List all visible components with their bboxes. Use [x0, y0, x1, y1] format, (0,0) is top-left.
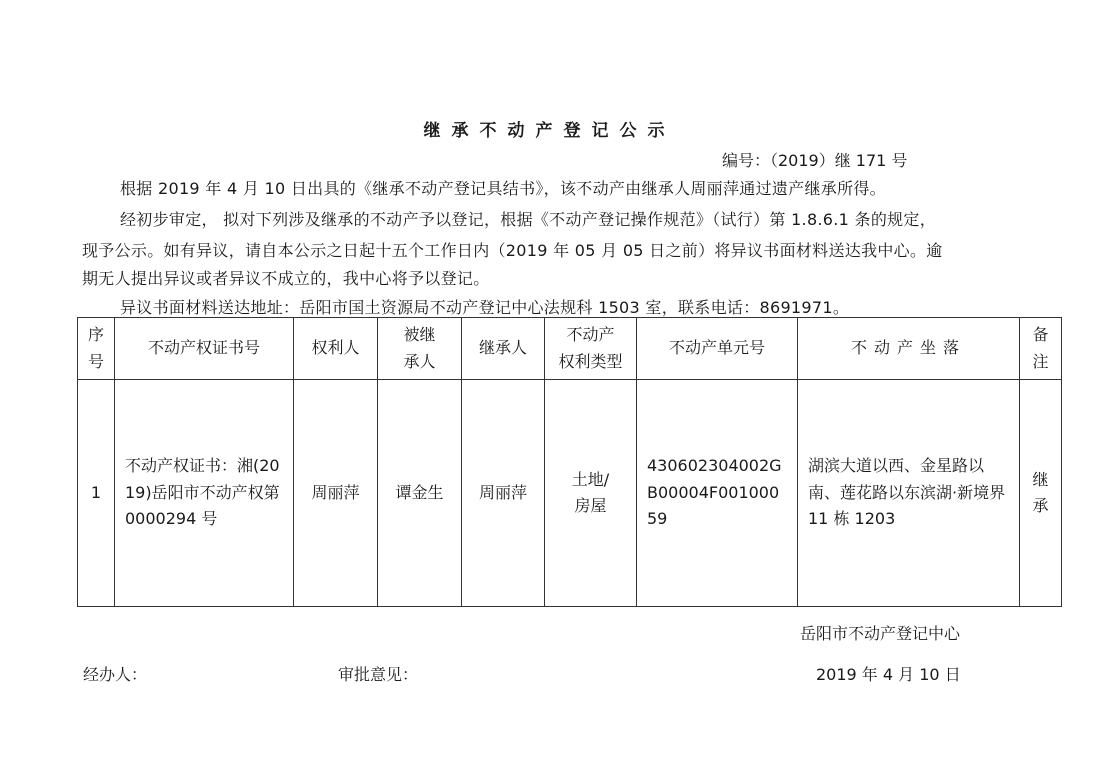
header-cert-no: 不动产权证书号 [115, 318, 294, 380]
header-decedent: 被继 承人 [378, 318, 462, 380]
header-remark: 备 注 [1020, 318, 1062, 380]
paragraph-objection-address: 异议书面材料送达地址：岳阳市国土资源局不动产登记中心法规科 1503 室，联系电话：8691971。 [120, 298, 850, 317]
cell-decedent: 谭金生 [378, 380, 462, 607]
approval-label: 审批意见： [338, 665, 419, 684]
cell-rights-holder: 周丽萍 [294, 380, 378, 607]
header-location: 不动产坐落 [798, 318, 1020, 380]
paragraph-review-line-3: 期无人提出异议或者异议不成立的，我中心将予以登记。 [82, 269, 490, 288]
paragraph-review-line-2: 现予公示。如有异议，请自本公示之日起十五个工作日内（2019 年 05 月 05 日之前）将异议书面材料送达我中心。逾 [82, 241, 943, 260]
header-unit-no: 不动产单元号 [637, 318, 798, 380]
cell-seq: 1 [78, 380, 115, 607]
paragraph-inheritance-basis: 根据 2019 年 4 月 10 日出具的《继承不动产登记具结书》，该不动产由继承人周丽萍通过遗产继承所得。 [120, 179, 886, 198]
header-heir: 继承人 [462, 318, 545, 380]
cell-cert-no: 不动产权证书：湘(2019)岳阳市不动产权第 0000294 号 [115, 380, 294, 607]
header-rights-holder: 权利人 [294, 318, 378, 380]
cell-unit-no: 430602304002GB00004F00100059 [637, 380, 798, 607]
table-header-row [78, 318, 1062, 380]
issue-date: 2019 年 4 月 10 日 [816, 665, 961, 684]
cell-right-type: 土地/ 房屋 [545, 380, 637, 607]
cell-remark: 继 承 [1020, 380, 1062, 607]
document-number: 编号：（2019）继 171 号 [722, 151, 908, 170]
cell-location: 湖滨大道以西、金星路以南、莲花路以东滨湖·新境界 11 栋 1203 [798, 380, 1020, 607]
handler-label: 经办人： [83, 665, 148, 684]
issuing-organization: 岳阳市不动产登记中心 [800, 624, 961, 643]
header-right-type: 不动产 权利类型 [545, 318, 637, 380]
notice-title: 继承不动产登记公示 [423, 121, 676, 141]
property-table [77, 317, 1062, 607]
cell-heir: 周丽萍 [462, 380, 545, 607]
paragraph-review-line-1: 经初步审定， 拟对下列涉及继承的不动产予以登记，根据《不动产登记操作规范》（试行）第 1.8.6.1 条的规定， [120, 210, 937, 229]
table-row [78, 380, 1062, 607]
header-seq: 序 号 [78, 318, 115, 380]
